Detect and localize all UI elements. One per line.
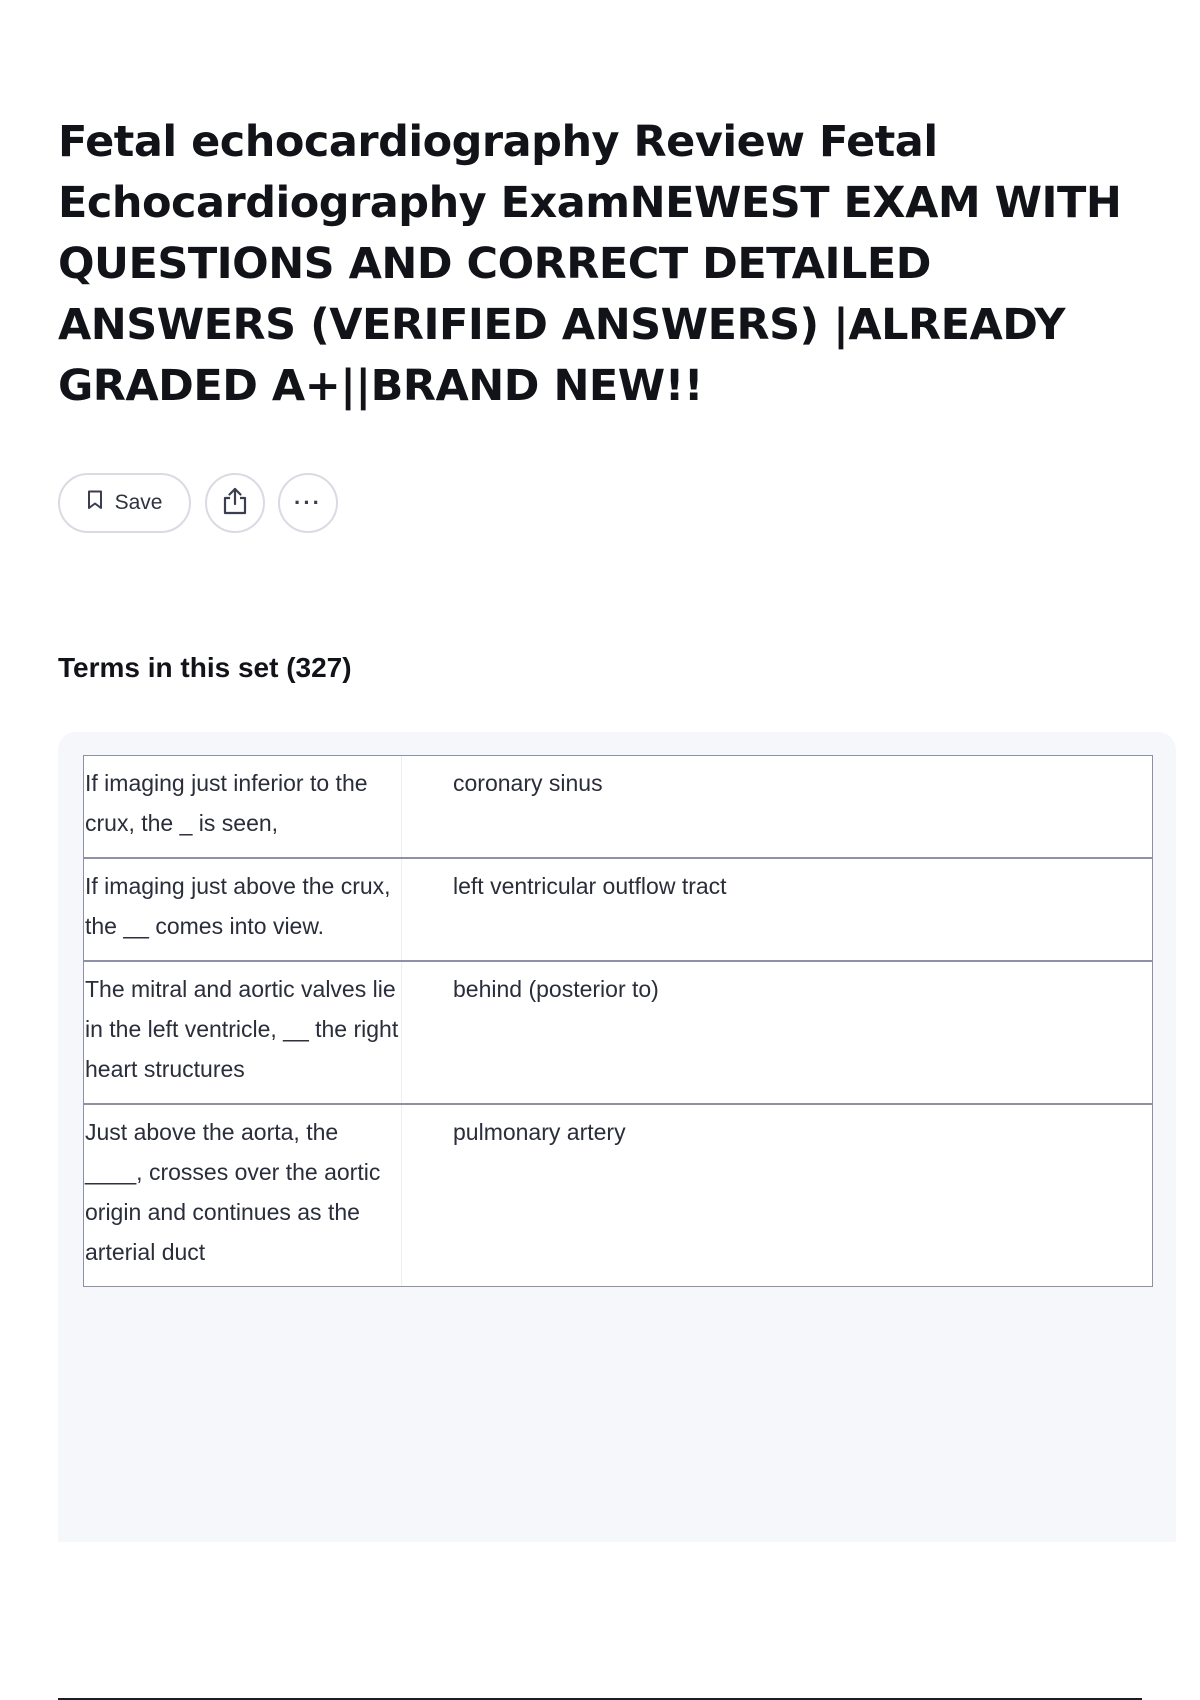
save-button-label: Save [114,491,163,514]
definition-text: pulmonary artery [453,1119,626,1145]
definition-text: left ventricular outflow tract [453,873,727,899]
more-options-button[interactable] [278,473,338,533]
term-text: Just above the aorta, the ____, crosses over the aortic origin and continues as the arterial duct [84,1105,402,1286]
more-icon: ··· [294,490,322,515]
terms-table [83,755,1153,1287]
action-bar [58,472,338,534]
definition-text: behind (posterior to) [453,976,659,1002]
definition-text: coronary sinus [453,770,603,796]
term-text: If imaging just above the crux, the __ comes into view. [84,859,402,960]
table-row[interactable] [83,858,1153,961]
table-row[interactable] [83,961,1153,1104]
page-title: Fetal echocardiography Review Fetal Echocardiography ExamNEWEST EXAM WITH QUESTIONS AND CORRECT DETAILED ANSWERS (VERIFIED ANSWERS) |ALREADY GRADED A+||BRAND NEW!! [58,117,1122,411]
bookmark-icon [87,490,103,516]
share-button[interactable] [205,473,265,533]
terms-heading: Terms in this set (327) [58,652,352,683]
term-text: If imaging just inferior to the crux, the _ is seen, [84,756,402,857]
table-row[interactable] [83,755,1153,858]
table-row[interactable] [83,1104,1153,1287]
term-text: The mitral and aortic valves lie in the left ventricle, __ the right heart structures [84,962,402,1103]
save-button[interactable] [58,473,191,533]
share-icon [222,487,248,520]
